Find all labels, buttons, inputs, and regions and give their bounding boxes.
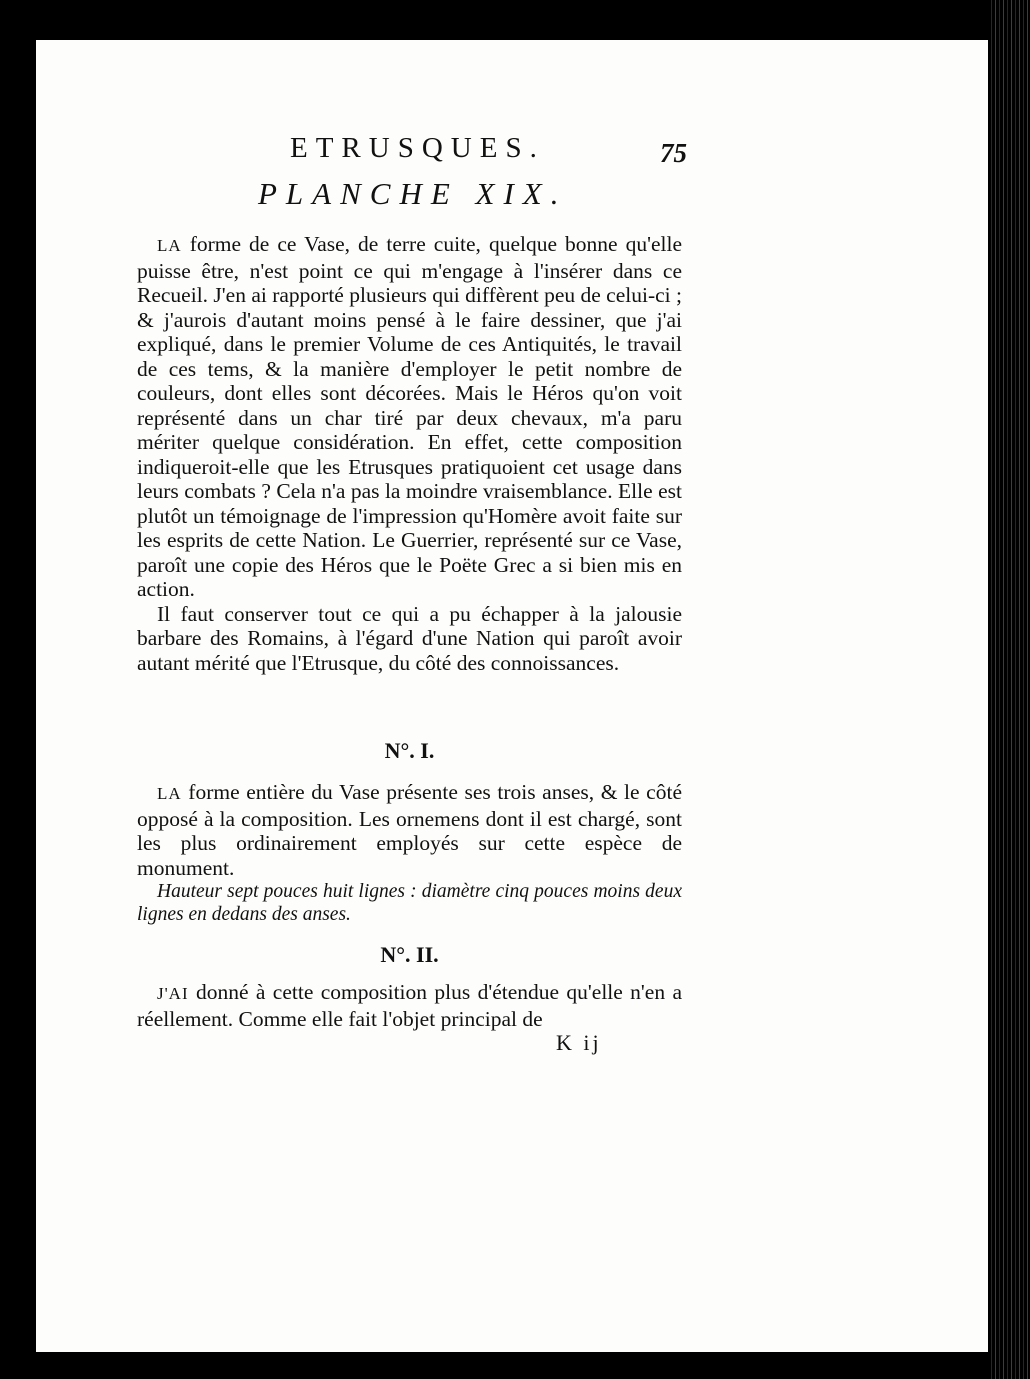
signature-mark: K ij [556,1030,602,1055]
intro-block [137,232,682,675]
section-one-heading: N°. I. [384,738,435,763]
section-two-heading: N°. II. [380,942,439,967]
page-number: 75 [660,138,687,168]
section-one-lead: LA [157,784,182,803]
running-head: ETRUSQUES. [290,132,545,164]
intro-body: forme de ce Vase, de terre cuite, quelque bonne qu'elle puisse être, n'est point ce qui m'engage à l'insérer dans ce Recueil. J'en ai rapporté plusieurs qui diffèrent peu de celui-ci ; & j'aurois d'autant moins pensé à le faire dessiner, que j'ai expliqué, dans le premier Volume de ces Antiquités, le travail de ces tems, & la manière d'employer le petit nombre de couleurs, dont elles sont décorées. Mais le Héros qu'on voit représenté dans un char tiré par deux chevaux, m'a paru mériter quelque considération. En effet, cette composition indiqueroit-elle que les Etrusques pratiquoient cet usage dans leurs combats ? Cela n'a pas la moindre vraisemblance. Elle est plutôt un témoignage de l'impression qu'Homère avoit faite sur les esprits de cette Nation. Le Guerrier, représenté sur ce Vase, paroît une copie des Héros que le Poëte Grec a si bien mis en action. [137,232,682,601]
section-one-paragraph [137,780,682,880]
intro-paragraph [137,232,682,602]
section-two-block [137,980,682,1031]
section-two-paragraph [137,980,682,1031]
section-one-body: forme entière du Vase présente ses trois anses, & le côté opposé à la composition. Les ornemens dont il est chargé, sont les plus ordinairement employés sur cette espèce de monument. [137,780,682,880]
plate-title: PLANCHE XIX. [258,176,568,211]
page-edge [988,0,1030,1379]
section-one-block [137,780,682,926]
intro-lead: LA [157,236,182,255]
dimensions-note: Hauteur sept pouces huit lignes : diamètre cinq pouces moins deux lignes en dedans des anses. [137,881,682,925]
section-two-body: donné à cette composition plus d'étendue qu'elle n'en a réellement. Comme elle fait l'objet principal de [137,980,682,1031]
section-two-lead: J'AI [157,984,189,1003]
second-paragraph: Il faut conserver tout ce qui a pu échapper à la jalousie barbare des Romains, à l'égard d'une Nation qui paroît avoir autant mérité que l'Etrusque, du côté des connoissances. [137,601,682,675]
